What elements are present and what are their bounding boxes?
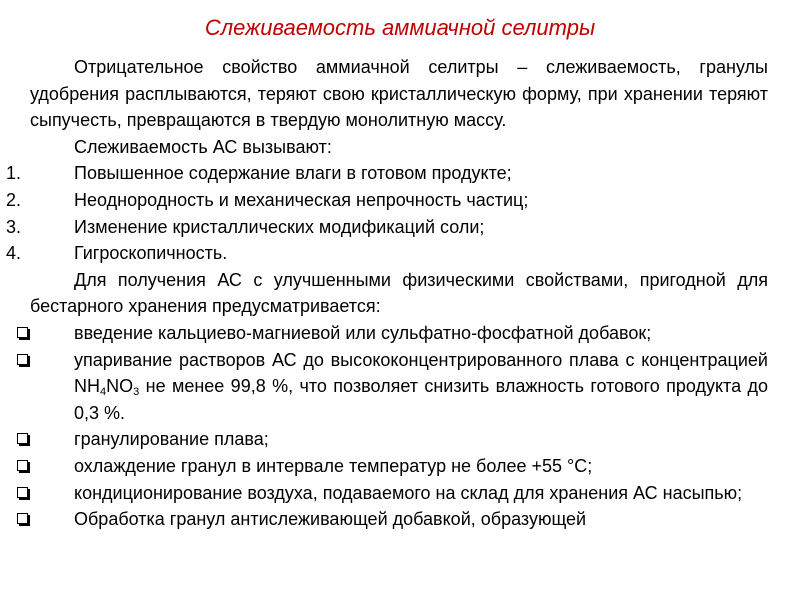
cause-number: 2. xyxy=(6,189,22,210)
measure-text-continued: не менее 99,8 %, что позволяет снизить влажность готового продукта до 0,3 %. xyxy=(74,376,768,423)
causes-heading: Слеживаемость АС вызывают: xyxy=(74,136,332,157)
cause-item xyxy=(6,187,768,214)
checkbox-bullet-icon xyxy=(17,513,28,524)
intro-paragraph: Отрицательное свойство аммиачной селитры – слеживаемость, гранулы удобрения расплываются, теряют свою кристаллическую форму, при хранении теряют сыпучесть, превращаются в твердую монолитную массу. xyxy=(30,57,768,131)
measures-heading: Для получения АС с улучшенными физическими свойствами, пригодной для бестарного хранения предусматривается: xyxy=(30,269,768,317)
subscript: 3 xyxy=(133,386,140,399)
cause-number: 1. xyxy=(6,163,22,184)
checkbox-bullet-icon xyxy=(17,327,28,338)
measure-item xyxy=(30,453,768,480)
measure-item xyxy=(30,347,768,427)
cause-text: Повышенное содержание влаги в готовом продукте; xyxy=(74,163,512,184)
measure-text: охлаждение гранул в интервале температур не более +55 °С; xyxy=(74,455,593,476)
causes-list xyxy=(6,160,768,266)
measures-list xyxy=(30,320,768,533)
checkbox-bullet-icon xyxy=(17,487,28,498)
measure-item xyxy=(30,426,768,453)
measure-item xyxy=(30,480,768,507)
measure-item xyxy=(30,320,768,347)
checkbox-bullet-icon xyxy=(17,460,28,471)
measure-text-formula: NO xyxy=(106,376,134,397)
measure-text: Обработка гранул антислеживающей добавкой, образующей xyxy=(74,509,587,530)
subscript: 4 xyxy=(100,386,107,399)
cause-text: Гигроскопичность. xyxy=(74,243,228,264)
measure-text: гранулирование плава; xyxy=(74,429,269,450)
cause-text: Неоднородность и механическая непрочность частиц; xyxy=(74,189,529,210)
measure-text: кондиционирование воздуха, подаваемого на склад для хранения АС насыпью; xyxy=(74,482,743,503)
checkbox-bullet-icon xyxy=(17,354,28,365)
slide-title: Слеживаемость аммиачной селитры xyxy=(204,15,596,40)
cause-item xyxy=(6,160,768,187)
cause-number: 4. xyxy=(6,243,22,264)
measure-text: введение кальциево-магниевой или сульфатно-фосфатной добавок; xyxy=(74,322,652,343)
cause-item xyxy=(6,240,768,267)
cause-text: Изменение кристаллических модификаций соли; xyxy=(74,216,485,237)
measure-text: упаривание растворов АС до высококонцентрированного плава с концентрацией NH xyxy=(74,349,768,397)
measure-item xyxy=(30,506,768,533)
slide-content xyxy=(6,54,768,533)
checkbox-bullet-icon xyxy=(17,433,28,444)
cause-number: 3. xyxy=(6,216,22,237)
cause-item xyxy=(6,214,768,241)
